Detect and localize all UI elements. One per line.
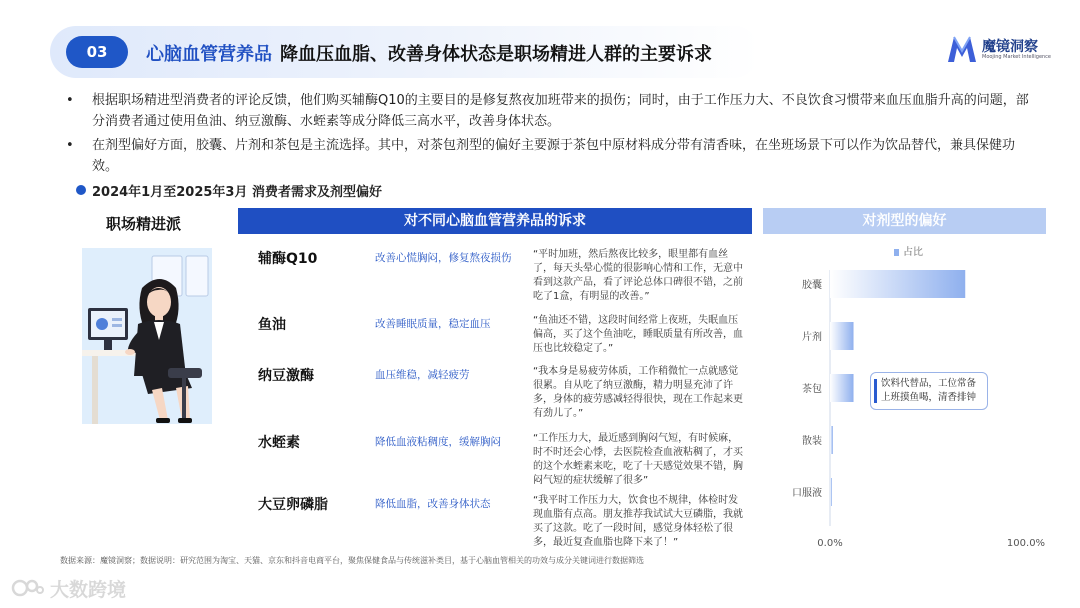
bullet-item: • 在剂型偏好方面，胶囊、片剂和茶包是主流选择。其中，对茶包剂型的偏好主要源于茶包中原材料成分带有清香味，在坐班场景下可以作为饮品替代，兼具保健功效。 [60, 135, 1035, 177]
persona-illustration [82, 248, 212, 424]
legend-label: 占比 [903, 247, 923, 258]
product-name: 纳豆激酶 [258, 368, 314, 384]
tea-bag-callout: 饮料代替品，工位常备上班摸鱼喝，清香排钟 [870, 372, 988, 410]
category-label: 散装 [802, 436, 822, 447]
consumer-quote: “我平时工作压力大，饮食也不规律，体检时发现血脂有点高。朋友推荐我试试大豆磷脂，我就买了这款。吃了一段时间，感觉身体轻松了很多，最近复查血脂也降下来了！” [533, 495, 743, 548]
product-claim: 降低血脂，改善身体状态 [375, 498, 491, 510]
table-header: 对不同心脑血管营养品的诉求 [238, 208, 752, 234]
bar-片剂 [830, 322, 854, 350]
watermark-logo-icon [10, 576, 46, 600]
bar-散装 [830, 426, 833, 454]
product-name: 大豆卵磷脂 [258, 497, 328, 513]
consumer-quote: “我本身是易疲劳体质，工作稍微忙一点就感觉很累。自从吃了纳豆激酶，精力明显充沛了许多，身体的疲劳感减轻得很快，现在工作起来更有劲儿了。” [533, 366, 743, 419]
consumer-quote: “鱼油还不错，这段时间经常上夜班，失眠血压偏高，买了这个鱼油吃，睡眠质量有所改善，血压也比较稳定了。” [533, 315, 743, 354]
bar-茶包 [830, 374, 854, 402]
product-claim: 血压维稳，减轻疲劳 [375, 369, 470, 381]
section-number: 03 [66, 36, 128, 68]
product-claim: 降低血液粘稠度，缓解胸闷 [375, 436, 501, 448]
product-name: 鱼油 [258, 317, 286, 333]
category-label: 茶包 [802, 384, 822, 395]
product-name: 水蛭素 [258, 435, 300, 451]
section-subhead: 2024年1月至2025年3月 消费者需求及剂型偏好 [92, 185, 382, 200]
category-label: 片剂 [802, 332, 822, 343]
data-source-note: 数据来源：魔镜洞察；数据说明：研究范围为淘宝、天猫、京东和抖音电商平台，聚焦保健食品与传统滋补类目，基于心脑血管相关的功效与成分关键词进行数据筛选 [60, 556, 644, 565]
pref-header: 对剂型的偏好 [763, 208, 1046, 234]
title-rest: 降血压血脂、改善身体状态是职场精进人群的主要诉求 [280, 44, 712, 65]
bullet-item: • 根据职场精进型消费者的评论反馈，他们购买辅酶Q10的主要目的是修复熬夜加班带来的损伤；同时，由于工作压力大、不良饮食习惯带来血压血脂升高的问题，部分消费者通过使用鱼油、纳豆激酶、水蛭素等成分降低三高水平，改善身体状态。 [60, 90, 1035, 132]
logo-tagline: Moojing Market Intelligence [982, 54, 1052, 60]
x-tick-label: 0.0% [817, 538, 843, 549]
logo-name: 魔镜洞察 [982, 39, 1038, 55]
bullet-list [60, 90, 1035, 180]
title-highlight: 心脑血管营养品 [146, 44, 272, 65]
product-claim: 改善睡眠质量，稳定血压 [375, 318, 491, 330]
consumer-quote: “平时加班，然后熬夜比较多，眼里都有血丝了，每天头晕心慌的很影响心情和工作，无意中看到这款产品，看了评论总体口碑很不错，之前吃了1盒，有明显的改善。” [533, 249, 743, 302]
product-name: 辅酶Q10 [258, 251, 318, 267]
brand-logo [946, 34, 1056, 64]
category-label: 胶囊 [802, 280, 822, 291]
watermark-text: 大数跨境 [50, 579, 127, 601]
consumer-quote: “工作压力大，最近感到胸闷气短，有时候麻，时不时还会心悸，去医院检查血液粘稠了，才买的这个水蛭素来吃，吃了十天感觉效果不错，胸闷气短的症状缓解了很多” [533, 433, 743, 486]
category-label: 口服液 [792, 488, 822, 499]
x-tick-label: 100.0% [1006, 538, 1046, 549]
page-title [146, 40, 712, 66]
bar-口服液 [830, 478, 832, 506]
bar-胶囊 [830, 270, 965, 298]
product-claim: 改善心慌胸闷，修复熬夜损伤 [375, 252, 512, 264]
subhead-bullet-icon [76, 185, 86, 195]
logo-m-icon [946, 34, 978, 64]
office-woman-illustration [82, 248, 212, 424]
persona-title: 职场精进派 [106, 215, 182, 233]
